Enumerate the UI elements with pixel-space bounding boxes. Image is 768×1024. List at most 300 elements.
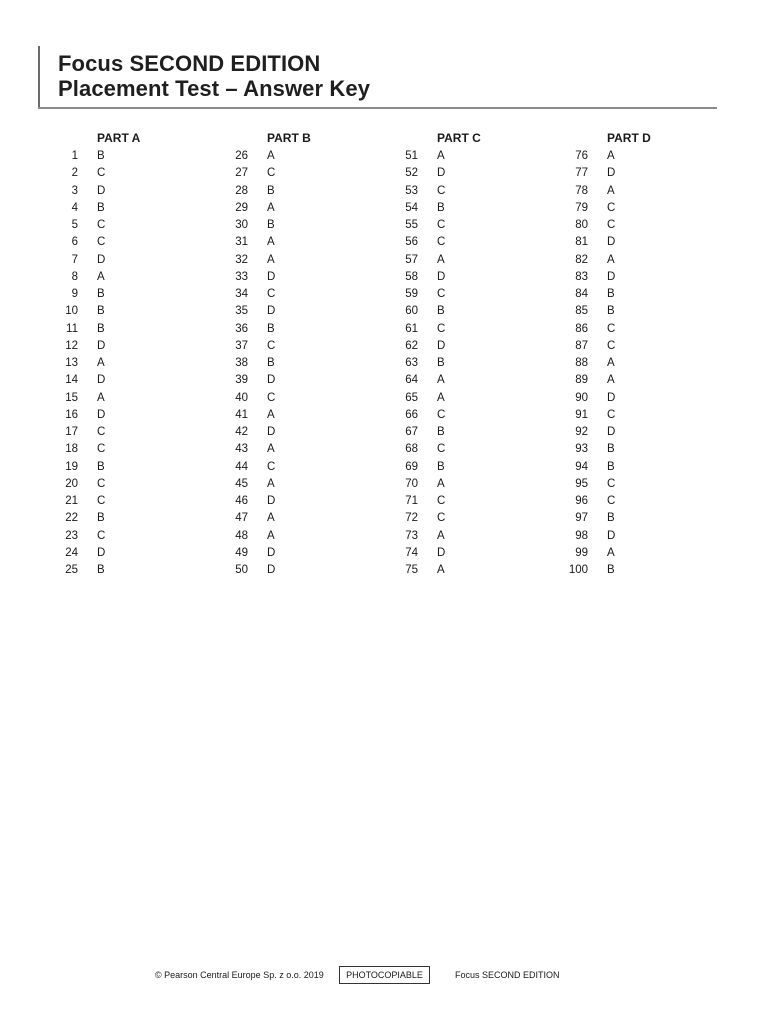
question-number: 45 bbox=[235, 477, 248, 490]
question-number: 65 bbox=[405, 391, 418, 404]
answer-letter: B bbox=[97, 512, 105, 525]
answer-row bbox=[226, 252, 396, 269]
question-number: 32 bbox=[235, 253, 248, 266]
question-number: 44 bbox=[235, 460, 248, 473]
answer-row bbox=[56, 200, 226, 217]
question-number: 12 bbox=[65, 339, 78, 352]
answer-row bbox=[226, 321, 396, 338]
question-number: 78 bbox=[575, 184, 588, 197]
answer-letter: C bbox=[607, 201, 616, 214]
answer-row bbox=[226, 441, 396, 458]
answer-row bbox=[566, 476, 736, 493]
answer-letter: D bbox=[607, 167, 616, 180]
answer-row bbox=[396, 562, 566, 579]
part-heading: PART B bbox=[267, 131, 311, 145]
answer-letter: C bbox=[437, 322, 446, 335]
answer-list bbox=[56, 148, 226, 579]
answer-letter: C bbox=[437, 495, 446, 507]
question-number: 67 bbox=[405, 426, 418, 438]
answer-list bbox=[226, 148, 396, 579]
answer-letter: A bbox=[267, 443, 275, 456]
answer-row bbox=[226, 407, 396, 424]
question-number: 8 bbox=[71, 270, 78, 283]
answer-row bbox=[396, 459, 566, 476]
answer-row bbox=[566, 217, 736, 234]
answer-row bbox=[396, 545, 566, 562]
answer-letter: D bbox=[97, 253, 106, 266]
answer-letter: C bbox=[437, 512, 446, 525]
answer-row bbox=[396, 183, 566, 200]
answer-letter: D bbox=[267, 374, 276, 387]
answer-letter: B bbox=[607, 443, 615, 456]
question-number: 2 bbox=[71, 167, 78, 180]
answer-letter: B bbox=[97, 460, 105, 473]
question-number: 74 bbox=[405, 546, 418, 559]
question-number: 21 bbox=[65, 495, 78, 507]
answer-row bbox=[566, 234, 736, 251]
answer-letter: A bbox=[607, 184, 615, 197]
answer-letter: D bbox=[267, 495, 276, 507]
question-number: 39 bbox=[235, 374, 248, 387]
footer bbox=[0, 966, 768, 986]
answer-letter: D bbox=[97, 184, 106, 197]
answer-row bbox=[566, 493, 736, 510]
answer-letter: D bbox=[97, 408, 106, 421]
answer-row bbox=[566, 183, 736, 200]
answer-letter: C bbox=[97, 426, 106, 438]
question-number: 90 bbox=[575, 391, 588, 404]
answer-letter: A bbox=[437, 374, 445, 387]
page-subtitle: Placement Test – Answer Key bbox=[58, 76, 371, 101]
answer-letter: D bbox=[437, 167, 446, 180]
question-number: 89 bbox=[575, 374, 588, 387]
question-number: 62 bbox=[405, 339, 418, 352]
answer-letter: C bbox=[607, 477, 616, 490]
answer-row bbox=[566, 321, 736, 338]
question-number: 56 bbox=[405, 236, 418, 249]
question-number: 92 bbox=[575, 426, 588, 438]
question-number: 14 bbox=[65, 374, 78, 387]
question-number: 85 bbox=[575, 305, 588, 318]
answer-row bbox=[396, 407, 566, 424]
answer-row bbox=[56, 510, 226, 527]
question-number: 13 bbox=[65, 357, 78, 369]
question-number: 88 bbox=[575, 357, 588, 369]
answer-letter: A bbox=[267, 512, 275, 525]
question-number: 77 bbox=[575, 167, 588, 180]
answer-row bbox=[396, 148, 566, 165]
answer-letter: B bbox=[267, 219, 275, 231]
answer-row bbox=[226, 372, 396, 389]
question-number: 33 bbox=[235, 270, 248, 283]
question-number: 3 bbox=[71, 184, 78, 197]
question-number: 72 bbox=[405, 512, 418, 525]
question-number: 53 bbox=[405, 184, 418, 197]
question-number: 41 bbox=[235, 408, 248, 421]
question-number: 6 bbox=[71, 236, 78, 249]
answer-letter: C bbox=[97, 443, 106, 456]
answer-letter: B bbox=[97, 201, 105, 214]
answer-row bbox=[396, 286, 566, 303]
answer-letter: C bbox=[97, 167, 106, 180]
answer-letter: B bbox=[437, 426, 445, 438]
answer-letter: A bbox=[607, 253, 615, 266]
question-number: 28 bbox=[235, 184, 248, 197]
question-number: 22 bbox=[65, 512, 78, 525]
answer-row bbox=[56, 286, 226, 303]
answer-letter: D bbox=[97, 546, 106, 559]
answer-letter: B bbox=[267, 322, 275, 335]
answer-letter: A bbox=[267, 150, 275, 162]
answer-letter: D bbox=[267, 270, 276, 283]
answer-row bbox=[566, 252, 736, 269]
question-number: 36 bbox=[235, 322, 248, 335]
answer-row bbox=[226, 338, 396, 355]
answer-letter: B bbox=[607, 460, 615, 473]
answer-row bbox=[396, 493, 566, 510]
question-number: 99 bbox=[575, 546, 588, 559]
footer-edition: Focus SECOND EDITION bbox=[455, 970, 560, 980]
part-heading: PART A bbox=[97, 131, 141, 145]
question-number: 95 bbox=[575, 477, 588, 490]
question-number: 71 bbox=[405, 495, 418, 507]
answer-row bbox=[396, 390, 566, 407]
answer-row bbox=[56, 183, 226, 200]
answer-row bbox=[396, 200, 566, 217]
answer-row bbox=[56, 338, 226, 355]
answer-row bbox=[226, 183, 396, 200]
answer-row bbox=[226, 545, 396, 562]
answer-row bbox=[566, 148, 736, 165]
answer-letter: D bbox=[607, 426, 616, 438]
question-number: 46 bbox=[235, 495, 248, 507]
question-number: 63 bbox=[405, 357, 418, 369]
answer-letter: A bbox=[437, 477, 445, 490]
answer-letter: A bbox=[437, 150, 445, 162]
answer-letter: A bbox=[267, 529, 275, 542]
answer-letter: B bbox=[97, 288, 105, 300]
answer-letter: D bbox=[437, 270, 446, 283]
answer-row bbox=[396, 321, 566, 338]
answer-letter: A bbox=[97, 357, 105, 369]
question-number: 83 bbox=[575, 270, 588, 283]
answer-row bbox=[226, 269, 396, 286]
answer-row bbox=[396, 338, 566, 355]
question-number: 48 bbox=[235, 529, 248, 542]
answer-letter: C bbox=[97, 236, 106, 249]
answer-row bbox=[396, 355, 566, 372]
answer-letter: C bbox=[97, 219, 106, 231]
answer-row bbox=[566, 390, 736, 407]
question-number: 60 bbox=[405, 305, 418, 318]
answer-letter: A bbox=[97, 270, 105, 283]
question-number: 55 bbox=[405, 219, 418, 231]
answer-row bbox=[56, 148, 226, 165]
question-number: 73 bbox=[405, 529, 418, 542]
answer-letter: B bbox=[437, 357, 445, 369]
answer-row bbox=[226, 303, 396, 320]
answer-letter: D bbox=[97, 339, 106, 352]
question-number: 27 bbox=[235, 167, 248, 180]
answer-row bbox=[56, 545, 226, 562]
header-vertical-rule bbox=[38, 46, 40, 109]
answer-letter: A bbox=[437, 564, 445, 576]
question-number: 76 bbox=[575, 150, 588, 162]
answer-letter: B bbox=[607, 305, 615, 318]
question-number: 23 bbox=[65, 529, 78, 542]
answer-letter: C bbox=[607, 219, 616, 231]
answer-row bbox=[56, 252, 226, 269]
answer-row bbox=[566, 303, 736, 320]
answer-letter: C bbox=[607, 495, 616, 507]
answer-row bbox=[396, 424, 566, 441]
answer-row bbox=[56, 493, 226, 510]
answer-letter: B bbox=[97, 150, 105, 162]
answer-letter: A bbox=[97, 391, 105, 404]
answer-row bbox=[396, 372, 566, 389]
question-number: 31 bbox=[235, 236, 248, 249]
question-number: 29 bbox=[235, 201, 248, 214]
answer-letter: C bbox=[437, 288, 446, 300]
question-number: 94 bbox=[575, 460, 588, 473]
question-number: 79 bbox=[575, 201, 588, 214]
answer-letter: C bbox=[267, 460, 276, 473]
question-number: 19 bbox=[65, 460, 78, 473]
answer-row bbox=[566, 459, 736, 476]
answer-letter: D bbox=[607, 270, 616, 283]
question-number: 70 bbox=[405, 477, 418, 490]
answer-letter: A bbox=[267, 236, 275, 249]
question-number: 59 bbox=[405, 288, 418, 300]
answer-row bbox=[226, 217, 396, 234]
answer-letter: C bbox=[607, 408, 616, 421]
answer-row bbox=[396, 441, 566, 458]
question-number: 26 bbox=[235, 150, 248, 162]
answer-letter: A bbox=[607, 150, 615, 162]
question-number: 91 bbox=[575, 408, 588, 421]
question-number: 42 bbox=[235, 426, 248, 438]
answer-list bbox=[396, 148, 566, 579]
question-number: 43 bbox=[235, 443, 248, 456]
answer-row bbox=[566, 424, 736, 441]
answer-row bbox=[566, 441, 736, 458]
answer-letter: D bbox=[437, 339, 446, 352]
answer-row bbox=[226, 528, 396, 545]
answer-row bbox=[226, 200, 396, 217]
answer-row bbox=[56, 372, 226, 389]
answer-row bbox=[566, 355, 736, 372]
question-number: 57 bbox=[405, 253, 418, 266]
answer-letter: B bbox=[607, 288, 615, 300]
question-number: 10 bbox=[65, 305, 78, 318]
question-number: 30 bbox=[235, 219, 248, 231]
answer-letter: B bbox=[437, 460, 445, 473]
answer-letter: A bbox=[267, 408, 275, 421]
question-number: 35 bbox=[235, 305, 248, 318]
answer-row bbox=[226, 148, 396, 165]
answer-letter: C bbox=[267, 167, 276, 180]
answer-letter: B bbox=[607, 512, 615, 525]
answer-row bbox=[226, 459, 396, 476]
question-number: 9 bbox=[71, 288, 78, 300]
answer-row bbox=[56, 424, 226, 441]
answer-row bbox=[56, 165, 226, 182]
answer-row bbox=[566, 269, 736, 286]
question-number: 38 bbox=[235, 357, 248, 369]
answer-letter: A bbox=[267, 253, 275, 266]
answer-row bbox=[56, 562, 226, 579]
answer-row bbox=[56, 303, 226, 320]
answer-letter: D bbox=[607, 391, 616, 404]
answer-row bbox=[566, 545, 736, 562]
question-number: 25 bbox=[65, 564, 78, 576]
page-title: Focus SECOND EDITION bbox=[58, 51, 321, 76]
answer-row bbox=[566, 510, 736, 527]
answer-row bbox=[396, 234, 566, 251]
answer-row bbox=[226, 562, 396, 579]
answer-letter: D bbox=[97, 374, 106, 387]
answer-letter: C bbox=[437, 219, 446, 231]
answer-row bbox=[56, 217, 226, 234]
question-number: 69 bbox=[405, 460, 418, 473]
question-number: 61 bbox=[405, 322, 418, 335]
answer-letter: B bbox=[607, 564, 615, 576]
answer-row bbox=[396, 476, 566, 493]
copyright-notice: © Pearson Central Europe Sp. z o.o. 2019 bbox=[155, 970, 324, 980]
answer-letter: B bbox=[97, 305, 105, 318]
answer-row bbox=[226, 355, 396, 372]
question-number: 1 bbox=[71, 150, 78, 162]
question-number: 5 bbox=[71, 219, 78, 231]
question-number: 98 bbox=[575, 529, 588, 542]
answer-row bbox=[56, 459, 226, 476]
question-number: 11 bbox=[66, 322, 78, 335]
question-number: 68 bbox=[405, 443, 418, 456]
question-number: 100 bbox=[568, 564, 588, 576]
question-number: 86 bbox=[575, 322, 588, 335]
answer-row bbox=[566, 528, 736, 545]
question-number: 64 bbox=[405, 374, 418, 387]
answer-letter: B bbox=[437, 201, 445, 214]
answer-letter: D bbox=[437, 546, 446, 559]
answer-row bbox=[226, 510, 396, 527]
question-number: 24 bbox=[65, 546, 78, 559]
question-number: 17 bbox=[65, 426, 78, 438]
answer-letter: C bbox=[267, 339, 276, 352]
answer-letter: C bbox=[437, 443, 446, 456]
answer-letter: B bbox=[97, 564, 105, 576]
question-number: 87 bbox=[575, 339, 588, 352]
answer-letter: A bbox=[267, 477, 275, 490]
question-number: 49 bbox=[235, 546, 248, 559]
question-number: 54 bbox=[405, 201, 418, 214]
answer-row bbox=[56, 234, 226, 251]
question-number: 51 bbox=[405, 150, 418, 162]
answer-letter: C bbox=[97, 477, 106, 490]
part-heading: PART D bbox=[607, 131, 651, 145]
answer-row bbox=[56, 476, 226, 493]
answer-letter: D bbox=[267, 564, 276, 576]
answer-row bbox=[566, 165, 736, 182]
question-number: 34 bbox=[235, 288, 248, 300]
answer-letter: D bbox=[267, 546, 276, 559]
answer-letter: D bbox=[267, 426, 276, 438]
question-number: 97 bbox=[575, 512, 588, 525]
answer-row bbox=[566, 562, 736, 579]
answer-row bbox=[566, 338, 736, 355]
answer-letter: C bbox=[97, 495, 106, 507]
question-number: 58 bbox=[405, 270, 418, 283]
question-number: 81 bbox=[575, 236, 588, 249]
answer-row bbox=[226, 493, 396, 510]
answer-row bbox=[226, 424, 396, 441]
answer-row bbox=[226, 390, 396, 407]
question-number: 82 bbox=[575, 253, 588, 266]
answer-letter: D bbox=[607, 529, 616, 542]
answer-letter: B bbox=[267, 184, 275, 197]
answer-row bbox=[396, 303, 566, 320]
question-number: 47 bbox=[235, 512, 248, 525]
answer-row bbox=[396, 510, 566, 527]
question-number: 37 bbox=[235, 339, 248, 352]
question-number: 80 bbox=[575, 219, 588, 231]
answer-row bbox=[226, 234, 396, 251]
answer-row bbox=[56, 321, 226, 338]
answer-letter: A bbox=[437, 253, 445, 266]
answer-row bbox=[226, 476, 396, 493]
part-heading: PART C bbox=[437, 131, 481, 145]
question-number: 16 bbox=[65, 408, 78, 421]
answer-letter: C bbox=[267, 288, 276, 300]
question-number: 15 bbox=[65, 391, 78, 404]
answer-letter: D bbox=[607, 236, 616, 249]
answer-letter: B bbox=[267, 357, 275, 369]
question-number: 7 bbox=[71, 253, 78, 266]
answer-row bbox=[56, 407, 226, 424]
answer-letter: A bbox=[267, 201, 275, 214]
answer-list bbox=[566, 148, 736, 579]
question-number: 50 bbox=[235, 564, 248, 576]
answer-letter: A bbox=[437, 391, 445, 404]
answer-letter: A bbox=[607, 357, 615, 369]
header-horizontal-rule bbox=[38, 107, 717, 109]
question-number: 84 bbox=[575, 288, 588, 300]
answer-letter: A bbox=[607, 546, 615, 559]
answer-letter: B bbox=[437, 305, 445, 318]
photocopiable-badge: PHOTOCOPIABLE bbox=[339, 966, 430, 984]
answer-letter: A bbox=[607, 374, 615, 387]
question-number: 96 bbox=[575, 495, 588, 507]
answer-row bbox=[396, 252, 566, 269]
answer-row bbox=[56, 390, 226, 407]
answer-row bbox=[56, 528, 226, 545]
answer-letter: C bbox=[607, 322, 616, 335]
question-number: 93 bbox=[575, 443, 588, 456]
answer-row bbox=[566, 286, 736, 303]
answer-letter: C bbox=[607, 339, 616, 352]
answer-row bbox=[396, 528, 566, 545]
answer-row bbox=[566, 200, 736, 217]
answer-row bbox=[56, 441, 226, 458]
answer-row bbox=[56, 355, 226, 372]
question-number: 4 bbox=[71, 201, 78, 214]
answer-row bbox=[566, 407, 736, 424]
answer-row bbox=[226, 165, 396, 182]
question-number: 52 bbox=[405, 167, 418, 180]
question-number: 40 bbox=[235, 391, 248, 404]
answer-letter: C bbox=[437, 236, 446, 249]
answer-row bbox=[56, 269, 226, 286]
